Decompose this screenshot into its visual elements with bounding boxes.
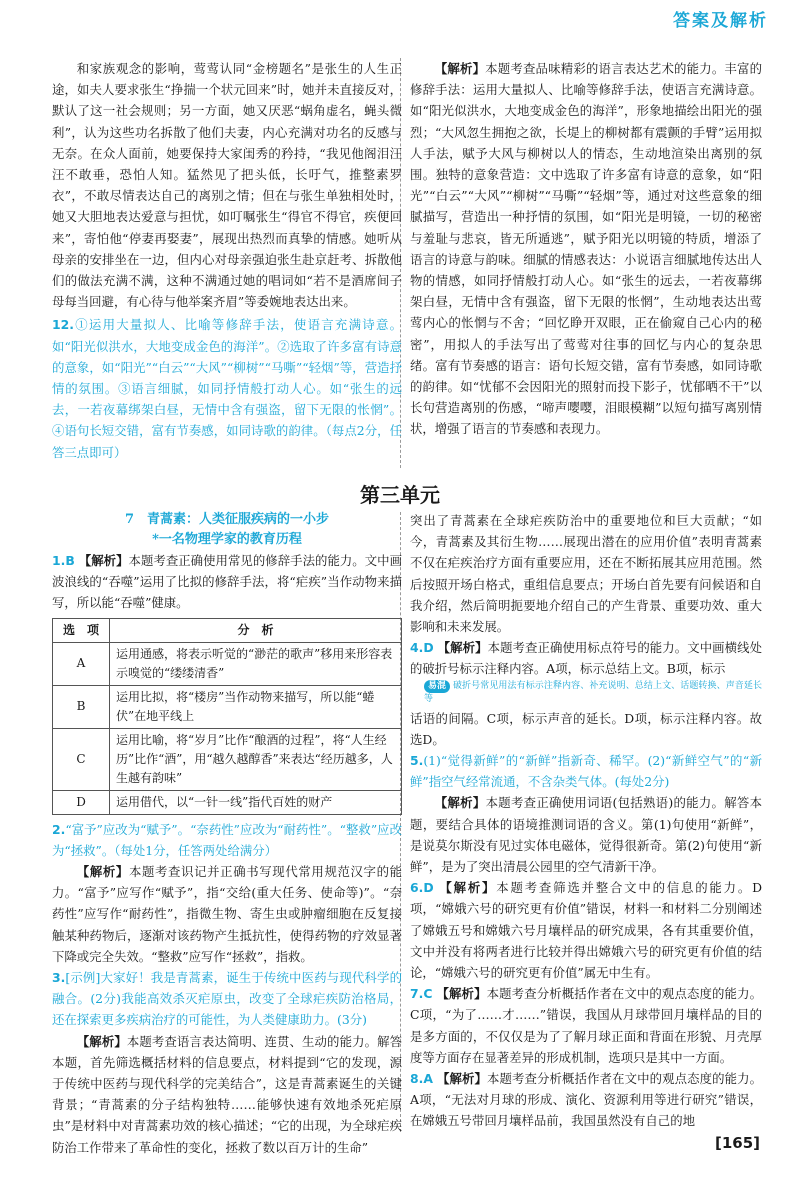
table-cell-analysis: 运用比拟，将“楼房”当作动物来描写，所以能“蜷伏”在地平线上 — [110, 685, 402, 728]
paragraph: 突出了青蒿素在全球疟疾防治中的重要地位和巨大贡献；“如今，青蒿素及其衍生物……展现出潜在的应用价值”表明青蒿素不仅在疟疾治疗方面有重要应用，还在不断拓展其应用范围。然后按照开场白格式，重组信息要点；开场白首先要有问候语和自我介绍，然后简明扼要地介绍自己的产生背景、重要功效、重大影响和未来发展。 — [410, 513, 762, 635]
analysis-paragraph — [52, 1031, 402, 1158]
table-header: 选 项 — [53, 618, 110, 642]
right-column-bottom — [410, 510, 762, 1132]
table-cell-analysis: 运用比喻，将“岁月”比作“酿酒的过程”，将“人生经历”比作“酒”，用“越久越醇香”来表达“经历越多，人生越有韵味” — [110, 728, 402, 790]
question-3 — [52, 967, 402, 1031]
table-cell-option: D — [53, 790, 110, 814]
answer-text: “富予”应改为“赋予”。“奈药性”应改为“耐药性”。“整救”应改为“拯救”。（每处1分，任答两处给满分） — [52, 821, 402, 858]
analysis-label: 【解析】 — [437, 640, 488, 656]
page-number-value: 165 — [721, 1134, 754, 1152]
analysis-text: 本题考查分析概括作者在文中的观点态度的能力。A项，“无法对月球的形成、演化、资源利用等进行研究”错误，在嫦娥五号带回月壤样品前，我国虽然没有自己的地 — [410, 1071, 763, 1129]
analysis-text: 本题考查正确使用标点符号的能力。文中画横线处的破折号标示注释内容。A项，标示总结上文。B项，标示 — [410, 640, 763, 677]
answer-choice: C — [423, 986, 433, 1002]
tip-badge: 易混 — [424, 680, 450, 693]
analysis-paragraph — [52, 861, 402, 967]
question-number: 8. — [410, 1071, 424, 1087]
question-number: 7. — [410, 986, 424, 1002]
table-row — [53, 642, 402, 685]
table-row — [53, 685, 402, 728]
paragraph: 和家族观念的影响，莺莺认同“金榜题名”是张生的人生正途，如夫人要求张生“挣揣一个状元回来”时，她并未直接反对，默认了这一社会规则；另一方面，她又厌恶“蜗角虚名，蝇头微利”，认为这些功名拆散了他们夫妻，内心充满对功名的反感与无奈。在众人面前，她要保持大家闺秀的矜持，“我见他阁泪汪汪不敢垂，恐怕人知。猛然见了把头低，长吁气，推整素罗衣”，不敢尽情表达自己的离别之情；但在与张生单独相处时，她又大胆地表达爱意与担忧，如叮嘱张生“得官不得官，疾便回来”，寄怕他“停妻再娶妻”，展现出热烈而真挚的情感。她听从母亲的安排坐在一边，但内心对母亲强迫张生赴京赶考、拆散他们的做法充满不满，这种不满通过她的唱词如“若不是酒席间子母每当回避，有心待与他举案齐眉”等委婉地表达出来。 — [52, 61, 402, 310]
unit-title: 第三单元 — [360, 483, 440, 507]
tip-text: 破折号常见用法有标示注释内容、补充说明、总结上文、话题转换、声音延长等 — [424, 680, 762, 704]
analysis-text: 本题考查分析概括作者在文中的观点态度的能力。C项，“为了……才……”错误，我国从月球带回月壤样品的目的是多方面的，不仅仅是为了了解月球正面和背面在形貌、月壳厚度等方面存在显著差异的形成机制，选项只是其中一方面。 — [410, 986, 762, 1065]
answer-text: (1)“觉得新鲜”的“新鲜”指新奇、稀罕。(2)“新鲜空气”的“新鲜”指空气经常流通，不含杂类气体。(每处2分) — [410, 753, 762, 790]
analysis-text: 本题考查识记并正确书写现代常用规范汉字的能力。“富予”应写作“赋予”，指“交给(重大任务、使命等)”。“奈药性”应写作“耐药性”，指微生物、寄生虫或肿瘤细胞在反复接触某种药物后，逐渐对该药物产生抵抗性，使得药物的疗效显著下降或完全失效。“整救”应写作“拯救”，指救。 — [52, 864, 403, 964]
page-header: 答案及解析 — [673, 11, 768, 31]
table-cell-option: B — [53, 685, 110, 728]
tip-note — [424, 680, 762, 706]
right-column-top — [410, 58, 762, 440]
question-2 — [52, 819, 402, 861]
analysis-label: 【解析】 — [434, 795, 486, 811]
analysis-label: 【解析】 — [76, 1033, 127, 1049]
page-number: [165] — [714, 1134, 760, 1152]
answer-choice: D — [423, 880, 434, 896]
analysis-text: 本题考查品味精彩的语言表达艺术的能力。丰富的修辞手法：运用大量拟人、比喻等修辞手法，使语言充满诗意。如“阳光似洪水，大地变成金色的海洋”，形象地描绘出阳光的强烈；“大风忽生拥抱之欲，长堤上的柳树都有震颤的手臂”运用拟人手法，赋予大风与柳树以人的情态，生动地渲染出离别的氛围。独特的意象营造：文中选取了许多富有诗意的意象，如“阳光”“白云”“大风”“柳树”“马嘶”“轻烟”等，通过对这些意象的细腻描写，营造出一种抒情的氛围，如“阳光是明镜，一切的秘密与羞耻与悲哀，皆无所遁逃”，赋予阳光以明镜的特质，增添了语言的诗意与韵味。细腻的情感表达：小说语言细腻地传达出人物的情感，如同抒情般打动人心。如“张生的远去，一若夜幕绑架白昼，无情中含有强盗，留下无限的怅惘”，生动地表达出莺莺内心的怅惘与不舍；“回忆睁开双眼，正在偷窥自己心内的秘密”，用拟人的手法写出了莺莺对往事的回忆与内心的复杂思绪。富有节奏感的语言：语句长短交错，富有节奏感，如同诗歌的韵律。如“忧郁不会因阳光的照射而投下影子，忧郁晒不干”以长句营造离别的伤感，“啼声嘤嘤，泪眼模糊”以短句描写离别情状，增强了语言的节奏感和表现力。 — [410, 61, 763, 437]
left-column-top — [52, 58, 402, 463]
question-8 — [410, 1068, 762, 1132]
analysis-text: 本题考查筛选并整合文中的信息的能力。D项，“嫦娥六号的研究更有价值”错误，材料一和材料二分别阐述了嫦娥五号和嫦娥六号月壤样品的研究成果，各有其重要价值，文中并没有将两者进行比较并得出嫦娥六号的研究更有价值的结论，“嫦娥六号的研究更有价值”属无中生有。 — [410, 880, 763, 981]
lesson-subtitle: *一名物理学家的教育历程 — [152, 532, 302, 547]
analysis-label: 【解析】 — [437, 1071, 488, 1087]
lesson-title: 7 青蒿素：人类征服疾病的一小步 — [124, 512, 330, 527]
analysis-paragraph — [410, 58, 762, 440]
question-5 — [410, 750, 762, 792]
answer-choice: D — [423, 640, 434, 656]
analysis-table — [52, 618, 402, 815]
left-column-bottom — [52, 510, 402, 1158]
analysis-label: 【解析】 — [434, 61, 486, 76]
question-4 — [410, 637, 762, 679]
table-cell-option: C — [53, 728, 110, 790]
analysis-text: 本题考查语言表达简明、连贯、生动的能力。解答本题，首先筛选概括材料的信息要点，材料提到“它的发现，源于传统中医药与现代科学的完美结合”，这是青蒿素诞生的关键背景；“青蒿素的分子结构独特……能够快速有效地杀死疟原虫”是材料中对青蒿素功效的核心描述；“它的出现，为全球疟疾防治工作带来了革命性的变化，拯救了数以百万计的生命” — [52, 1033, 403, 1155]
table-header: 分 析 — [110, 618, 402, 642]
answer-text: [示例]大家好！我是青蒿素，诞生于传统中医药与现代科学的融合。(2分)我能高效杀灭疟原虫，改变了全球疟疾防治格局，还在探索更多疾病治疗的可能性，为人类健康助力。(3分) — [52, 970, 402, 1028]
analysis-label: 【解析】 — [76, 864, 129, 880]
answer-choice: A — [423, 1071, 433, 1087]
analysis-label: 【解析】 — [439, 880, 497, 896]
paragraph: 话语的间隔。C项，标示声音的延长。D项，标示注释内容。故选D。 — [410, 710, 762, 747]
analysis-text: 本题考查正确使用词语(包括熟语)的能力。解答本题，要结合具体的语境推测词语的含义。第(1)句使用“新鲜”，是说莫尔斯没有见过实体电磁体，觉得很新奇。第(2)句使用“新鲜”，是为了突出清晨公园里的空气清新干净。 — [410, 795, 763, 875]
table-cell-option: A — [53, 642, 110, 685]
analysis-paragraph — [410, 792, 762, 877]
question-number: 4. — [410, 640, 424, 656]
question-12 — [52, 314, 402, 462]
question-7 — [410, 983, 762, 1068]
analysis-label: 【解析】 — [436, 986, 487, 1002]
table-row — [53, 790, 402, 814]
question-number: 1. — [52, 553, 66, 568]
table-row — [53, 728, 402, 790]
analysis-label: 【解析】 — [78, 553, 129, 568]
question-number: 2. — [52, 821, 66, 837]
question-number: 6. — [410, 880, 424, 896]
question-number: 3. — [52, 970, 66, 986]
question-number: 12. — [52, 317, 74, 333]
answer-choice: B — [65, 553, 75, 568]
question-6 — [410, 877, 762, 983]
question-number: 5. — [410, 753, 424, 769]
question-1 — [52, 550, 402, 614]
analysis-text: 本题考查正确使用常见的修辞手法的能力。文中画波浪线的“吞噬”运用了比拟的修辞手法，将“疟疾”当作动物来描写，所以能“吞噬”健康。 — [52, 553, 402, 611]
table-cell-analysis: 运用通感，将表示听觉的“渺茫的歌声”移用来形容表示嗅觉的“缕缕清香” — [110, 642, 402, 685]
answer-text: ①运用大量拟人、比喻等修辞手法，使语言充满诗意。如“阳光似洪水，大地变成金色的海洋”。②选取了许多富有诗意的意象，如“阳光”“白云”“大风”“柳树”“马嘶”“轻烟”等，营造抒情的氛围。③语言细腻，如同抒情般打动人心。如“张生的远去，一若夜幕绑架白昼，无情中含有强盗，留下无限的怅惘”。④语句长短交错，富有节奏感，如同诗歌的韵律。（每点2分，任答三点即可） — [52, 317, 402, 460]
table-cell-analysis: 运用借代，以“一针一线”指代百姓的财产 — [110, 790, 402, 814]
